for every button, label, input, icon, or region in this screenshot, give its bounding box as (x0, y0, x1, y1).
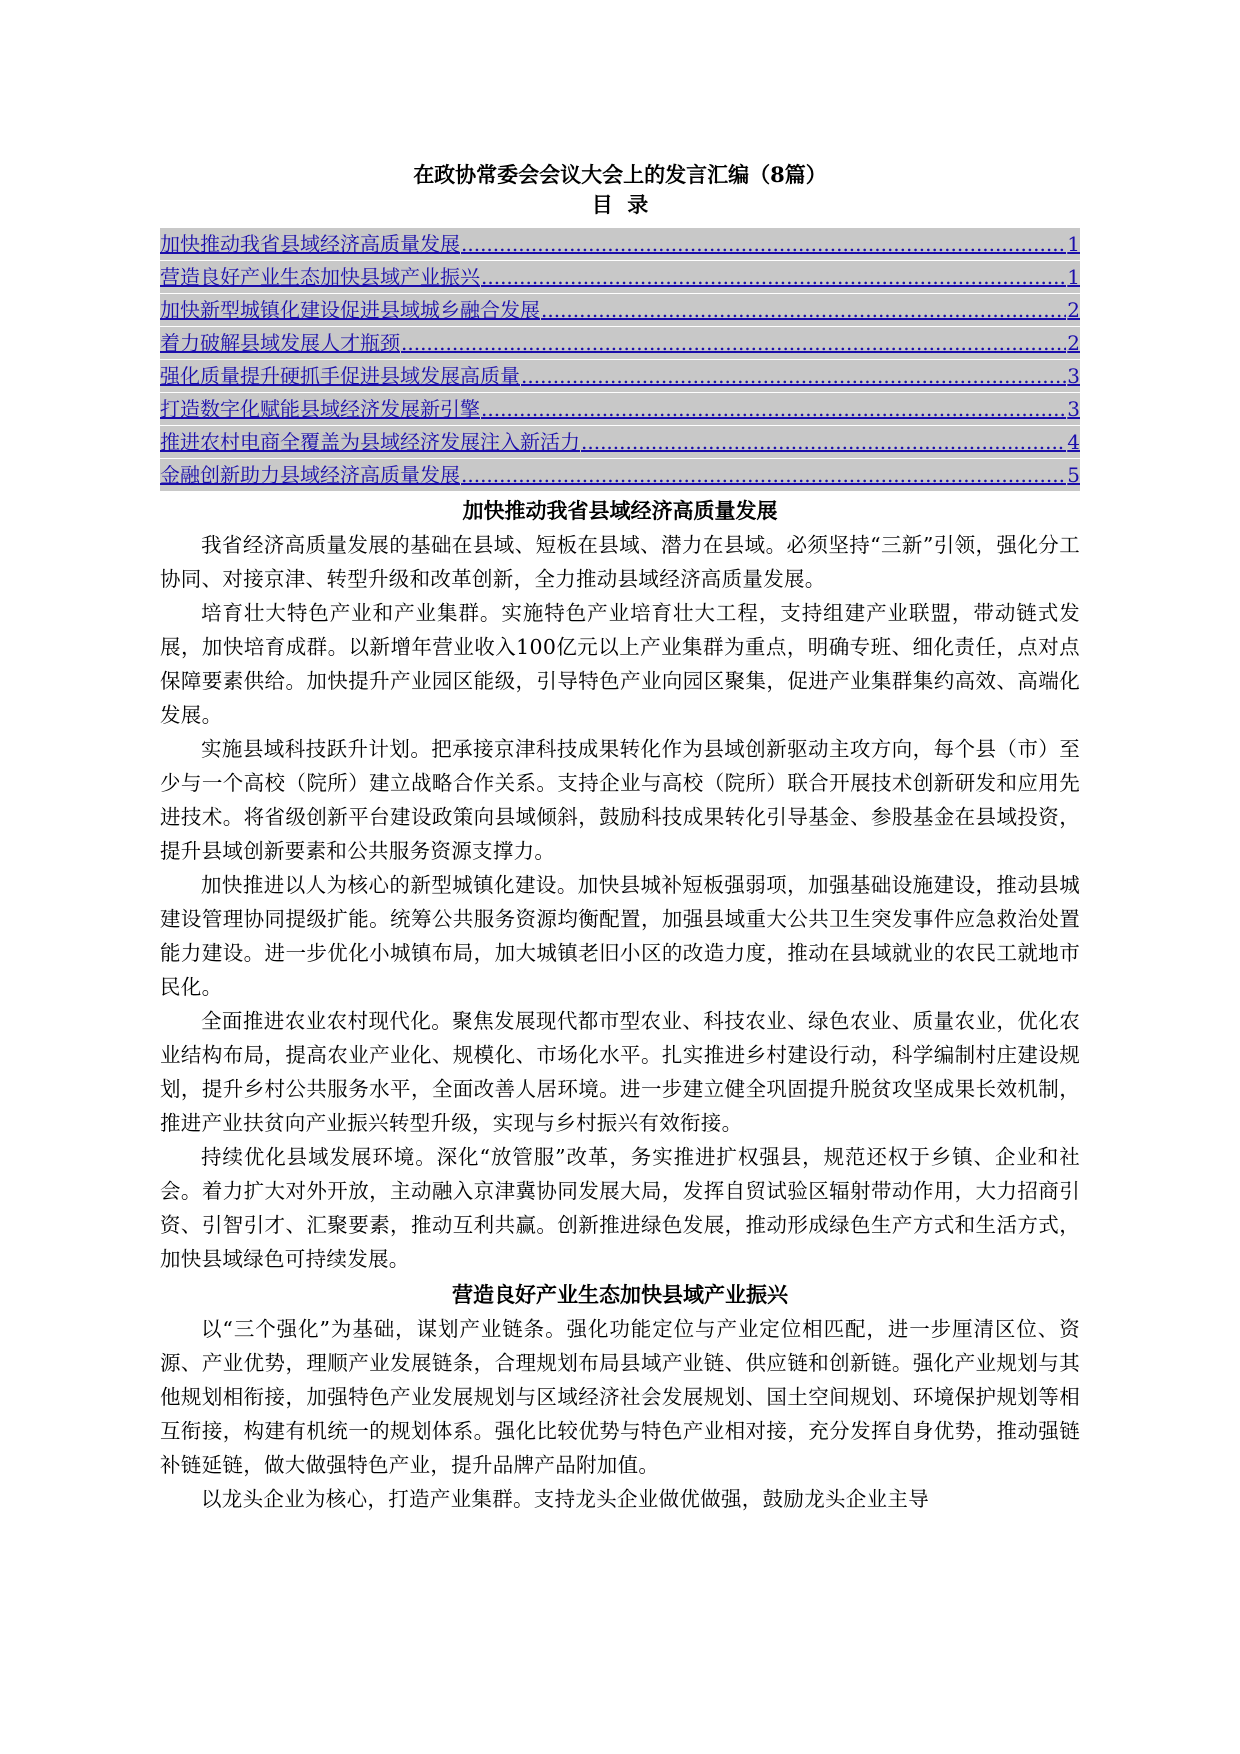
section-2 (160, 1278, 1080, 1516)
toc-page-number: 5 (1067, 463, 1080, 487)
toc-page-number: 2 (1067, 298, 1080, 322)
table-of-contents (160, 228, 1080, 492)
toc-page-number: 2 (1067, 331, 1080, 355)
section-1 (160, 494, 1080, 1276)
toc-link-text: 金融创新助力县域经济高质量发展 (160, 463, 460, 487)
toc-link-text: 营造良好产业生态加快县域产业振兴 (160, 265, 480, 289)
paragraph: 加快推进以人为核心的新型城镇化建设。加快县城补短板强弱项，加强基础设施建设，推动县城建设管理协同提级扩能。统筹公共服务资源均衡配置，加强县域重大公共卫生突发事件应急救治处置能力建设。进一步优化小城镇布局，加大城镇老旧小区的改造力度，推动在县域就业的农民工就地市民化。 (160, 873, 1080, 999)
toc-leader-dots (481, 261, 1066, 293)
toc-page-number: 3 (1067, 364, 1080, 388)
paragraph: 培育壮大特色产业和产业集群。实施特色产业培育壮大工程，支持组建产业联盟，带动链式发展，加快培育成群。以新增年营业收入100亿元以上产业集群为重点，明确专班、细化责任，点对点保障要素供给。加快提升产业园区能级，引导特色产业向园区聚集，促进产业集群集约高效、高端化发展。 (160, 601, 1080, 727)
toc-heading: 目 录 (591, 192, 649, 217)
paragraph: 以龙头企业为核心，打造产业集群。支持龙头企业做优做强，鼓励龙头企业主导 (201, 1487, 929, 1511)
toc-link[interactable] (160, 261, 1080, 294)
toc-link-text: 打造数字化赋能县域经济发展新引擎 (160, 397, 480, 421)
toc-leader-dots (401, 327, 1066, 359)
toc-link-text: 着力破解县域发展人才瓶颈 (160, 331, 400, 355)
toc-leader-dots (541, 294, 1066, 326)
toc-link-text: 推进农村电商全覆盖为县域经济发展注入新活力 (160, 430, 580, 454)
document-page (160, 160, 1080, 1516)
section-heading: 营造良好产业生态加快县域产业振兴 (452, 1282, 788, 1307)
toc-link[interactable] (160, 360, 1080, 393)
paragraph: 以“三个强化”为基础，谋划产业链条。强化功能定位与产业定位相匹配，进一步厘清区位、资源、产业优势，理顺产业发展链条，合理规划布局县域产业链、供应链和创新链。强化产业规划与其他规划相衔接，加强特色产业发展规划与区域经济社会发展规划、国土空间规划、环境保护规划等相互衔接，构建有机统一的规划体系。强化比较优势与特色产业相对接，充分发挥自身优势，推动强链补链延链，做大做强特色产业，提升品牌产品附加值。 (160, 1317, 1080, 1477)
document-title: 在政协常委会会议大会上的发言汇编（8篇） (413, 162, 827, 187)
toc-link-text: 加快新型城镇化建设促进县域城乡融合发展 (160, 298, 540, 322)
toc-page-number: 4 (1067, 430, 1080, 454)
toc-link-text: 强化质量提升硬抓手促进县域发展高质量 (160, 364, 520, 388)
toc-leader-dots (581, 426, 1066, 458)
paragraph: 我省经济高质量发展的基础在县域、短板在县域、潜力在县域。必须坚持“三新”引领，强化分工协同、对接京津、转型升级和改革创新，全力推动县域经济高质量发展。 (160, 533, 1080, 591)
toc-page-number: 1 (1067, 265, 1080, 289)
paragraph: 全面推进农业农村现代化。聚焦发展现代都市型农业、科技农业、绿色农业、质量农业，优化农业结构布局，提高农业产业化、规模化、市场化水平。扎实推进乡村建设行动，科学编制村庄建设规划，提升乡村公共服务水平，全面改善人居环境。进一步建立健全巩固提升脱贫攻坚成果长效机制，推进产业扶贫向产业振兴转型升级，实现与乡村振兴有效衔接。 (160, 1009, 1080, 1135)
paragraph: 实施县域科技跃升计划。把承接京津科技成果转化作为县域创新驱动主攻方向，每个县（市）至少与一个高校（院所）建立战略合作关系。支持企业与高校（院所）联合开展技术创新研发和应用先进技术。将省级创新平台建设政策向县域倾斜，鼓励科技成果转化引导基金、参股基金在县域投资，提升县域创新要素和公共服务资源支撑力。 (160, 737, 1080, 863)
paragraph: 持续优化县域发展环境。深化“放管服”改革，务实推进扩权强县，规范还权于乡镇、企业和社会。着力扩大对外开放，主动融入京津冀协同发展大局，发挥自贸试验区辐射带动作用，大力招商引资、引智引才、汇聚要素，推动互利共赢。创新推进绿色发展，推动形成绿色生产方式和生活方式，加快县域绿色可持续发展。 (160, 1145, 1080, 1271)
toc-page-number: 3 (1067, 397, 1080, 421)
section-heading: 加快推动我省县域经济高质量发展 (462, 498, 778, 523)
toc-leader-dots (461, 459, 1066, 491)
toc-page-number: 1 (1067, 232, 1080, 256)
toc-link-text: 加快推动我省县域经济高质量发展 (160, 232, 460, 256)
toc-leader-dots (481, 393, 1066, 425)
toc-link[interactable] (160, 393, 1080, 426)
toc-link[interactable] (160, 294, 1080, 327)
toc-leader-dots (521, 360, 1066, 392)
toc-link[interactable] (160, 327, 1080, 360)
toc-link[interactable] (160, 426, 1080, 459)
toc-link[interactable] (160, 459, 1080, 492)
toc-link[interactable] (160, 228, 1080, 261)
toc-leader-dots (461, 228, 1066, 260)
